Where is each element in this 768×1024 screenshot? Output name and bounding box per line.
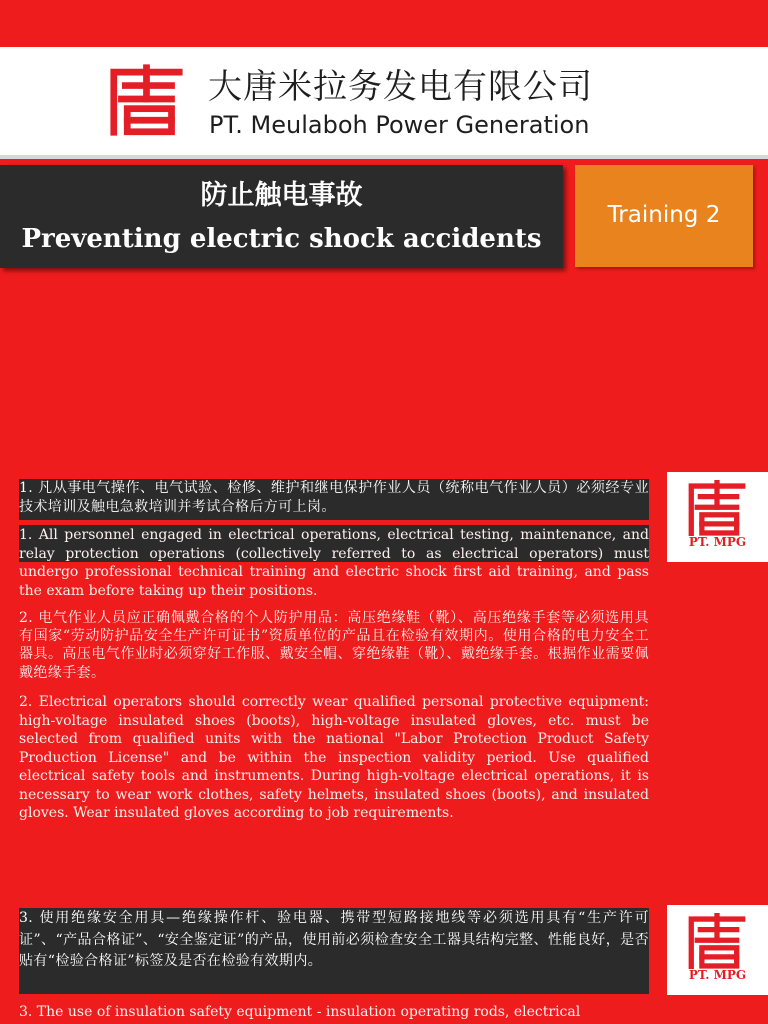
item-1-en-text: 1. All personnel engaged in electrical operations, electrical testing, maintenance, and relay protection operations (collectively referred to as electrical operators) must undergo professional technical training and electric shock first aid training, and pass the exam before taking up their positions. bbox=[19, 527, 649, 599]
side-logo-block bbox=[667, 472, 768, 562]
item-2-cn-text: 2. 电气作业人员应正确佩戴合格的个人防护用品：高压绝缘鞋（靴）、高压绝缘手套等必须选用具有国家“劳动防护品安全生产许可证书”资质单位的产品且在检验有效期内。使用合格的电力安全工器具。高压电气作业时必须穿好工作服、戴安全帽、穿绝缘鞋（靴）、戴绝缘手套。根据作业需要佩戴绝缘手套。 bbox=[19, 610, 649, 681]
training-badge bbox=[575, 165, 753, 267]
page-title-cn: 防止触电事故 bbox=[200, 180, 363, 211]
side-logo-label: PT. MPG bbox=[688, 968, 747, 982]
side-logo-label: PT. MPG bbox=[688, 535, 747, 549]
item-2-en bbox=[19, 693, 649, 823]
item-1-cn-text: 1. 凡从事电气操作、电气试验、检修、维护和继电保护作业人员（统称电气作业人员）必须经专业技术培训及触电急救培训并考试合格后方可上岗。 bbox=[19, 480, 649, 515]
item-3-en-text: 3. The use of insulation safety equipment - insulation operating rods, electrical bbox=[19, 1004, 581, 1020]
training-badge-label: Training 2 bbox=[607, 202, 721, 228]
company-name-cn: 大唐米拉务发电有限公司 bbox=[208, 67, 593, 107]
item-2-cn bbox=[19, 609, 649, 682]
item-3-cn-text: 3. 使用绝缘安全用具—绝缘操作杆、验电器、携带型短路接地线等必须选用具有“生产许可证”、“产品合格证”、“安全鉴定证”的产品，使用前必须检查安全工器具结构完整、性能良好，是否贴有“检验合格证”标签及是否在检验有效期内。 bbox=[19, 910, 649, 969]
tang-logo-icon bbox=[684, 480, 750, 536]
title-band bbox=[0, 165, 563, 268]
item-2-en-text: 2. Electrical operators should correctly wear qualified personal protective equipment: high-voltage insulated shoes (boots), high-voltage insulated gloves, etc. must be selected from qualified units with the national "Labor Protection Product Safety Production License" and be within the inspection validity period. Use qualified electrical safety tools and instruments. During high-voltage electrical operations, it is necessary to wear work clothes, safety helmets, insulated shoes (boots), and insulated gloves. Wear insulated gloves according to job requirements. bbox=[19, 694, 649, 821]
item-3-en bbox=[19, 1003, 649, 1022]
tang-logo-icon bbox=[108, 64, 185, 136]
page-title-en: Preventing electric shock accidents bbox=[21, 224, 542, 254]
header-banner bbox=[0, 47, 768, 159]
side-logo-block bbox=[667, 905, 768, 995]
item-1-en bbox=[19, 526, 649, 600]
tang-logo-icon bbox=[684, 913, 750, 969]
item-1-cn bbox=[19, 479, 649, 520]
company-name-en: PT. Meulaboh Power Generation bbox=[209, 111, 590, 139]
item-3-cn bbox=[19, 908, 649, 994]
